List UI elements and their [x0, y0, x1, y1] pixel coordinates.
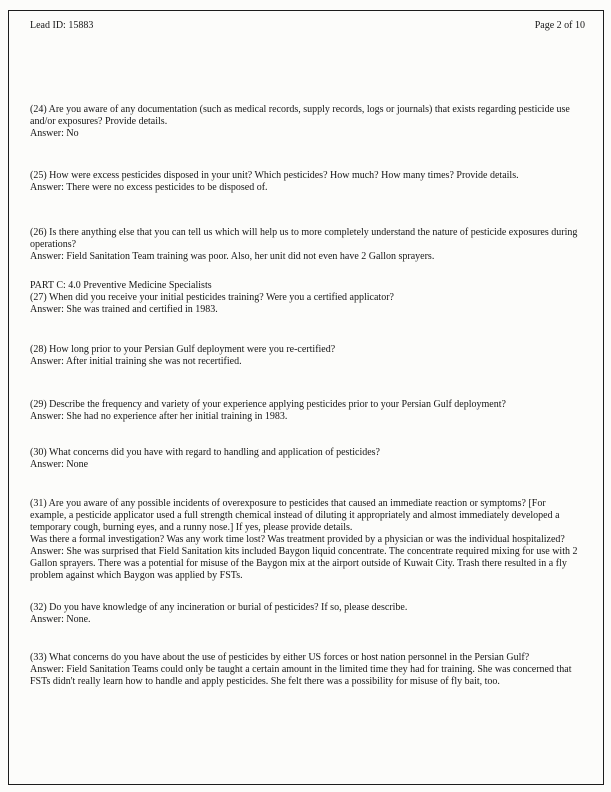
answer-32: Answer: None.	[30, 614, 91, 625]
question-31-followup: Was there a formal investigation? Was any work time lost? Was treatment provided by a physician or was the individual hospitalized?	[30, 534, 565, 545]
question-31: (31) Are you aware of any possible incidents of overexposure to pesticides that caused an immediate reaction or symptoms? [For example, a pesticide applicator used a full strength chemical instead of diluting it appropriately and almost immediately developed a temporary cough, burning eyes, and a runny nose.] If yes, please provide details.	[30, 498, 560, 533]
answer-31: Answer: She was surprised that Field Sanitation kits included Baygon liquid concentrate. The concentrate required mixing for use with 2 Gallon sprayers. There was a potential for misuse of the Baygon mix at the airport outside of Kuwait City. Trash there resulted in a fly problem against which Baygon was applied by FSTs.	[30, 546, 578, 581]
answer-28: Answer: After initial training she was not recertified.	[30, 356, 242, 367]
question-25: (25) How were excess pesticides disposed in your unit? Which pesticides? How much? How many times? Provide details.	[30, 170, 519, 181]
answer-30: Answer: None	[30, 459, 89, 470]
qa-block-26	[30, 227, 581, 263]
answer-26: Answer: Field Sanitation Team training was poor. Also, her unit did not even have 2 Gallon sprayers.	[30, 251, 435, 262]
qa-block-29	[30, 399, 581, 423]
question-27: (27) When did you receive your initial pesticides training? Were you a certified applicator?	[30, 292, 394, 303]
qa-block-32	[30, 602, 581, 626]
answer-29: Answer: She had no experience after her initial training in 1983.	[30, 411, 288, 422]
qa-block-33	[30, 652, 581, 688]
question-33: (33) What concerns do you have about the use of pesticides by either US forces or host nation personnel in the Persian Gulf?	[30, 652, 530, 663]
qa-block-24	[30, 104, 581, 140]
answer-33: Answer: Field Sanitation Teams could only be taught a certain amount in the limited time they had for training. She was concerned that FSTs didn't really learn how to handle and apply pesticides. She felt there was a possibility for misuse of fly bait, too.	[30, 664, 572, 687]
document-body	[30, 104, 581, 688]
question-30: (30) What concerns did you have with regard to handling and application of pesticides?	[30, 447, 380, 458]
page-header	[30, 20, 585, 32]
qa-block-31	[30, 498, 581, 582]
question-24: (24) Are you aware of any documentation (such as medical records, supply records, logs or journals) that exists regarding pesticide use and/or exposures? Provide details.	[30, 104, 570, 127]
answer-27: Answer: She was trained and certified in 1983.	[30, 304, 218, 315]
qa-block-27	[30, 292, 581, 316]
answer-25: Answer: There were no excess pesticides to be disposed of.	[30, 182, 268, 193]
question-28: (28) How long prior to your Persian Gulf deployment were you re-certified?	[30, 344, 336, 355]
page-number: Page 2 of 10	[534, 20, 585, 31]
qa-block-30	[30, 447, 581, 471]
qa-block-25	[30, 170, 581, 194]
question-29: (29) Describe the frequency and variety of your experience applying pesticides prior to your Persian Gulf deployment?	[30, 399, 506, 410]
question-26: (26) Is there anything else that you can tell us which will help us to more completely understand the nature of pesticide exposures during operations?	[30, 227, 578, 250]
section-heading-part-c: PART C: 4.0 Preventive Medicine Specialists	[30, 280, 212, 291]
lead-id: Lead ID: 15883	[30, 20, 94, 31]
answer-24: Answer: No	[30, 128, 79, 139]
question-32: (32) Do you have knowledge of any incineration or burial of pesticides? If so, please describe.	[30, 602, 408, 613]
qa-block-28	[30, 344, 581, 368]
